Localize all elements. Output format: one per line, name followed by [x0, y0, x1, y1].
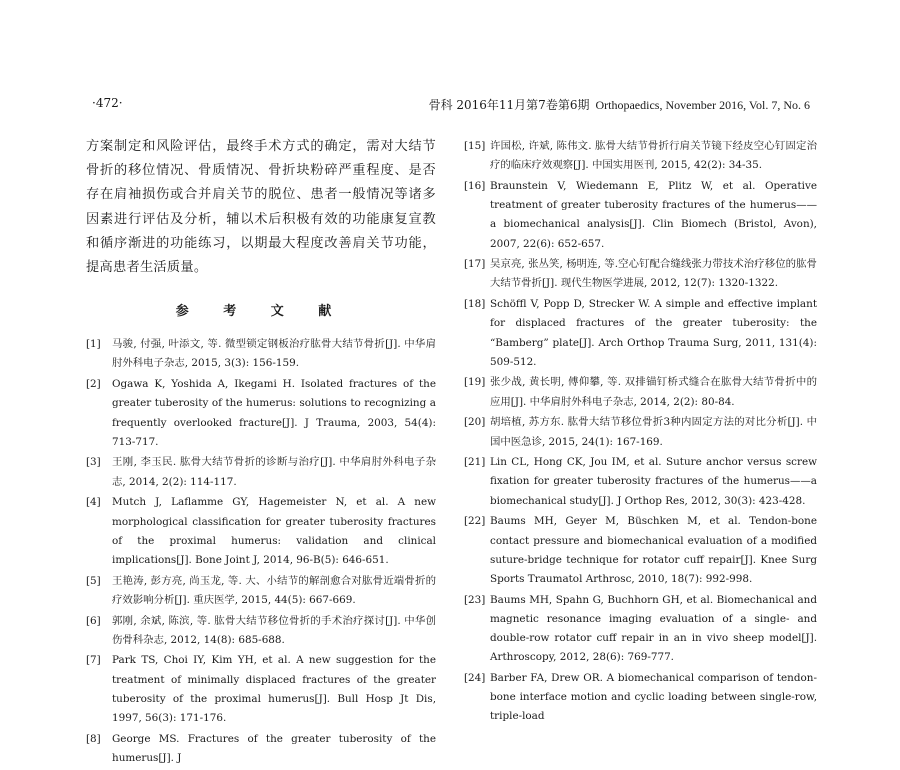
- reference-number: [6]: [86, 614, 101, 627]
- journal-title-cn: 骨科 2016年11月第7卷第6期: [428, 98, 590, 112]
- reference-text: 许国松, 许斌, 陈伟文. 肱骨大结节骨折行肩关节镜下经皮空心钉固定治疗的临床疗效观察[J]. 中国实用医刊, 2015, 42(2): 34-35.: [490, 140, 817, 172]
- reference-item: [86, 493, 436, 570]
- running-header: [429, 96, 810, 113]
- reference-text: Park TS, Choi IY, Kim YH, et al. A new suggestion for the treatment of minimally displaced fractures of the greater tuberosity of the proximal humerus[J]. Bull Hosp Jt Dis, 1997, 56(3): 171-176.: [112, 654, 436, 725]
- reference-item: [86, 730, 436, 768]
- reference-item: [86, 375, 436, 452]
- reference-item: [464, 177, 817, 254]
- reference-text: 胡培植, 苏方东. 肱骨大结节移位骨折3种内固定方法的对比分析[J]. 中国中医急诊, 2015, 24(1): 167-169.: [490, 416, 817, 448]
- reference-number: [21]: [464, 456, 486, 469]
- reference-number: [8]: [86, 732, 101, 745]
- right-column: [464, 137, 817, 728]
- reference-item: [86, 335, 436, 373]
- reference-number: [4]: [86, 496, 101, 509]
- reference-text: 王艳涛, 彭方亮, 尚玉龙, 等. 大、小结节的解剖愈合对肱骨近端骨折的疗效影响分析[J]. 重庆医学, 2015, 44(5): 667-669.: [112, 574, 436, 606]
- reference-number: [24]: [464, 671, 486, 684]
- reference-number: [19]: [464, 376, 486, 389]
- reference-list-right: [464, 137, 817, 727]
- reference-text: 马骏, 付强, 叶添文, 等. 微型锁定钢板治疗肱骨大结节骨折[J]. 中华肩肘外科电子杂志, 2015, 3(3): 156-159.: [112, 338, 436, 370]
- page-number: ·472·: [92, 96, 123, 110]
- reference-number: [23]: [464, 593, 486, 606]
- reference-item: [464, 413, 817, 451]
- reference-item: [464, 453, 817, 511]
- reference-number: [5]: [86, 574, 101, 587]
- reference-number: [16]: [464, 179, 486, 192]
- reference-text: 张少战, 黄长明, 傅仰攀, 等. 双排锚钉桥式缝合在肱骨大结节骨折中的应用[J]. 中华肩肘外科电子杂志, 2014, 2(2): 80-84.: [490, 376, 817, 408]
- left-column: [86, 135, 436, 770]
- reference-item: [464, 255, 817, 293]
- reference-item: [464, 295, 817, 372]
- reference-item: [464, 373, 817, 411]
- reference-number: [22]: [464, 515, 486, 528]
- reference-text: 郭刚, 余斌, 陈滨, 等. 肱骨大结节移位骨折的手术治疗探讨[J]. 中华创伤骨科杂志, 2012, 14(8): 685-688.: [112, 614, 436, 646]
- reference-item: [464, 669, 817, 727]
- body-paragraph: 方案制定和风险评估，最终手术方式的确定，需对大结节骨折的移位情况、骨质情况、骨折块粉碎严重程度、是否存在肩袖损伤或合并肩关节的脱位、患者一般情况等诸多因素进行评估及分析，辅以术后积极有效的功能康复宣教和循序渐进的功能练习，以期最大程度改善肩关节功能，提高患者生活质量。: [86, 139, 436, 276]
- reference-number: [20]: [464, 416, 486, 429]
- reference-item: [86, 572, 436, 610]
- reference-text: Braunstein V, Wiedemann E, Plitz W, et al. Operative treatment of greater tuberosity fractures of the humerus——a biomechanical analysis[J]. Clin Biomech (Bristol, Avon), 2007, 22(6): 652-657.: [490, 179, 817, 250]
- reference-item: [86, 651, 436, 728]
- reference-text: Lin CL, Hong CK, Jou IM, et al. Suture anchor versus screw fixation for greater tuberosity fractures of the humerus——a biomechanical study[J]. J Orthop Res, 2012, 30(3): 423-428.: [490, 456, 817, 507]
- reference-number: [2]: [86, 378, 101, 391]
- reference-number: [3]: [86, 456, 101, 469]
- reference-text: George MS. Fractures of the greater tuberosity of the humerus[J]. J: [112, 732, 436, 764]
- reference-number: [7]: [86, 654, 101, 667]
- reference-item: [86, 612, 436, 650]
- reference-item: [464, 512, 817, 589]
- reference-list-left: [86, 335, 436, 768]
- reference-text: Baums MH, Geyer M, Büschken M, et al. Tendon-bone contact pressure and biomechanical evaluation of a modified suture-bridge technique for rotator cuff repair[J]. Knee Surg Sports Traumatol Arthrosc, 2010, 18(7): 992-998.: [490, 515, 817, 585]
- reference-text: Baums MH, Spahn G, Buchhorn GH, et al. Biomechanical and magnetic resonance imaging evaluation of a single- and double-row rotator cuff repair in an in vivo sheep model[J]. Arthroscopy, 2012, 28(6): 769-777.: [490, 593, 817, 664]
- reference-number: [15]: [464, 140, 486, 152]
- reference-text: Schöffl V, Popp D, Strecker W. A simple and effective implant for displaced fractures of the greater tuberosity: the “Bamberg” plate[J]. Arch Orthop Trauma Surg, 2011, 131(4): 509-512.: [490, 298, 817, 368]
- references-heading: 参 考 文 献: [175, 304, 347, 320]
- reference-text: Barber FA, Drew OR. A biomechanical comparison of tendon-bone interface motion and cyclic loading between single-row, triple-load: [490, 671, 817, 723]
- reference-text: Ogawa K, Yoshida A, Ikegami H. Isolated fractures of the greater tuberosity of the humerus: solutions to recognizing a frequently overlooked fracture[J]. J Trauma, 2003, 54(4): 713-717.: [112, 378, 436, 448]
- reference-number: [18]: [464, 298, 486, 311]
- reference-text: Mutch J, Laflamme GY, Hagemeister N, et al. A new morphological classification for greater tuberosity fractures of the proximal humerus: validation and clinical implications[J]. Bone Joint J, 2014, 96-B(5): 646-651.: [112, 496, 436, 566]
- reference-text: 王刚, 李玉民. 肱骨大结节骨折的诊断与治疗[J]. 中华肩肘外科电子杂志, 2014, 2(2): 114-117.: [112, 456, 436, 488]
- reference-text: 吴京亮, 张丛笑, 杨明连, 等.空心钉配合缝线张力带技术治疗移位的肱骨大结节骨折[J]. 现代生物医学进展, 2012, 12(7): 1320-1322.: [490, 258, 817, 290]
- reference-item: [86, 453, 436, 491]
- reference-item: [464, 137, 817, 175]
- reference-number: [1]: [86, 338, 101, 351]
- reference-number: [17]: [464, 258, 486, 271]
- reference-item: [464, 591, 817, 668]
- journal-title-en: Orthopaedics, November 2016, Vol. 7, No. 6: [595, 98, 810, 112]
